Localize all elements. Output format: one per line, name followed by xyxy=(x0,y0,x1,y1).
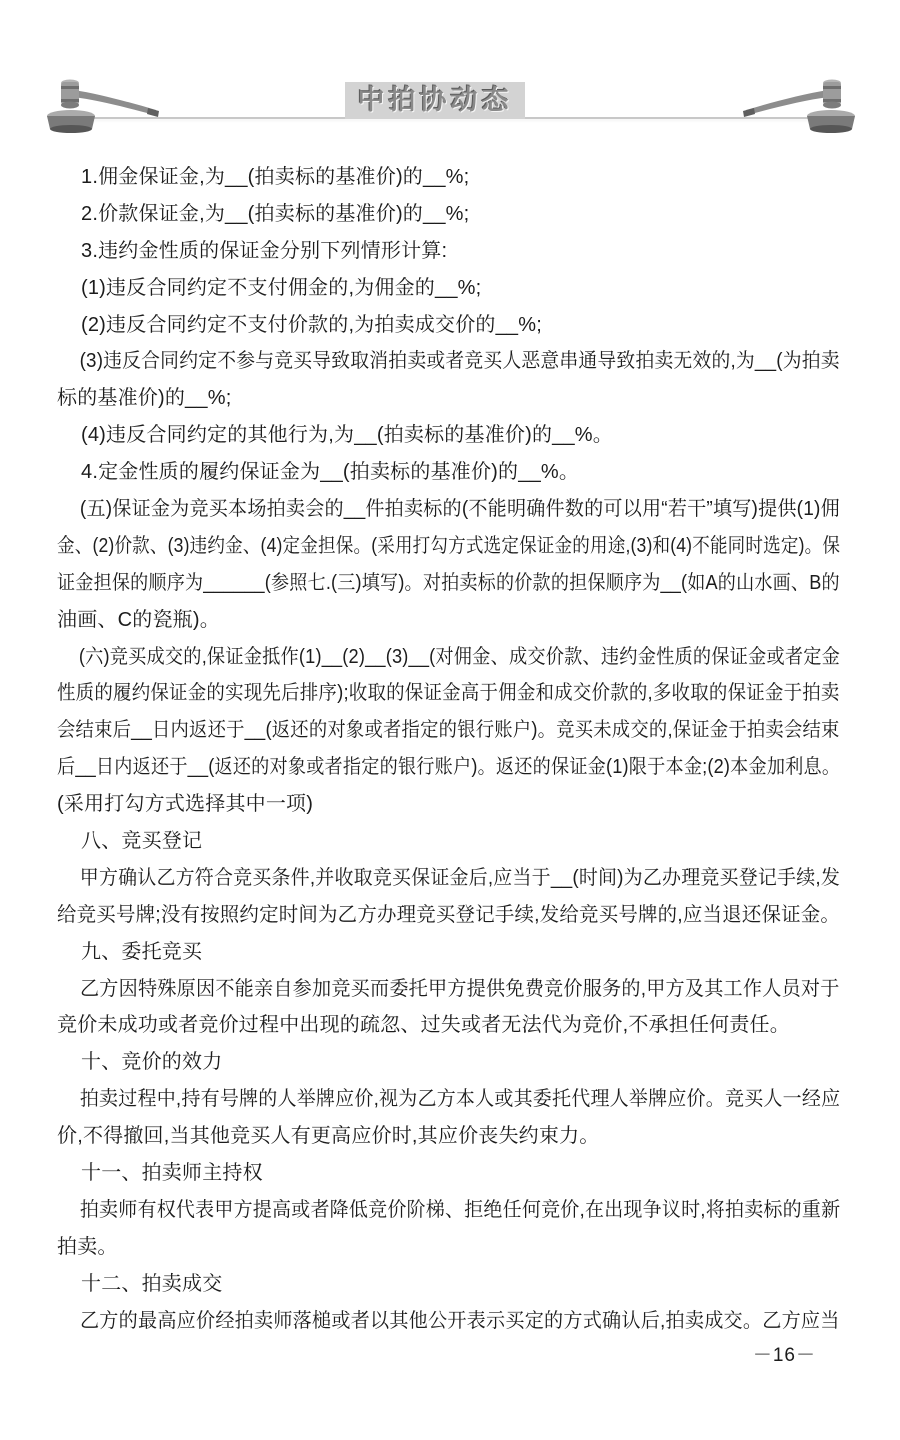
text-line: 油画、C的瓷瓶)。 xyxy=(57,608,220,631)
text-line: 乙方因特殊原因不能亲自参加竞买而委托甲方提供免费竞价服务的,甲方及其工作人员对于 xyxy=(79,977,840,1000)
page-number: －16－ xyxy=(752,1345,816,1366)
text-line: 证金担保的顺序为______(参照七.(三)填写)。对拍卖标的价款的担保顺序为__(如A的山水画、B的 xyxy=(57,571,840,594)
text-line: 3.违约金性质的保证金分别下列情形计算: xyxy=(81,239,448,262)
text-line: 后__日内返还于__(返还的对象或者指定的银行账户)。返还的保证金(1)限于本金;(2)本金加利息。 xyxy=(57,756,841,779)
gavel-icon xyxy=(736,76,858,136)
text-line: (五)保证金为竞买本场拍卖会的__件拍卖标的(不能明确件数的可以用“若干”填写)提供(1)佣 xyxy=(79,498,840,521)
gavel-icon xyxy=(44,76,166,136)
text-line: 十、竞价的效力 xyxy=(81,1051,223,1074)
text-line: (采用打勾方式选择其中一项) xyxy=(57,793,314,816)
text-line: 1.佣金保证金,为__(拍卖标的基准价)的__%; xyxy=(81,166,470,188)
text-line: (2)违反合同约定不支付价款的,为拍卖成交价的__%; xyxy=(81,313,542,336)
text-line: 拍卖过程中,持有号牌的人举牌应价,视为乙方本人或其委托代理人举牌应价。竞买人一经应 xyxy=(79,1088,841,1111)
text-line: 拍卖师有权代表甲方提高或者降低竞价阶梯、拒绝任何竞价,在出现争议时,将拍卖标的重新 xyxy=(79,1198,841,1221)
text-line: 竞价未成功或者竞价过程中出现的疏忽、过失或者无法代为竞价,不承担任何责任。 xyxy=(57,1014,790,1037)
text-line: (1)违反合同约定不支付佣金的,为佣金的__%; xyxy=(81,276,482,299)
text-line: 给竞买号牌;没有按照约定时间为乙方办理竞买登记手续,发给竞买号牌的,应当退还保证金。 xyxy=(57,903,841,926)
text-line: 标的基准价)的__%; xyxy=(57,387,232,410)
text-line: 九、委托竞买 xyxy=(81,940,203,963)
document-body xyxy=(57,159,840,1340)
text-line: 性质的履约保证金的实现先后排序);收取的保证金高于佣金和成交价款的,多收取的保证金于拍卖 xyxy=(57,682,840,705)
text-line: 甲方确认乙方符合竞买条件,并收取竞买保证金后,应当于__(时间)为乙办理竞买登记手续,发 xyxy=(79,866,841,889)
text-line: (六)竞买成交的,保证金抵作(1)__(2)__(3)__(对佣金、成交价款、违约金性质的保证金或者定金 xyxy=(78,645,841,668)
text-line: (3)违反合同约定不参与竞买导致取消拍卖或者竞买人恶意串通导致拍卖无效的,为__(为拍卖 xyxy=(79,350,840,373)
text-line: 价,不得撤回,当其他竞买人有更高应价时,其应价丧失约束力。 xyxy=(57,1125,600,1148)
text-line: 金、(2)价款、(3)违约金、(4)定金担保。(采用打勾方式选定保证金的用途,(3)和(4)不能同时选定)。保 xyxy=(57,534,841,557)
text-line: 十一、拍卖师主持权 xyxy=(81,1162,263,1185)
text-line: 乙方的最高应价经拍卖师落槌或者以其他公开表示买定的方式确认后,拍卖成交。乙方应当 xyxy=(79,1309,840,1332)
text-line: 十二、拍卖成交 xyxy=(81,1272,223,1295)
text-line: 会结束后__日内返还于__(返还的对象或者指定的银行账户)。竞买未成交的,保证金于拍卖会结束 xyxy=(57,719,840,742)
page-title: 中拍协动态 xyxy=(345,82,525,119)
text-line: 4.定金性质的履约保证金为__(拍卖标的基准价)的__%。 xyxy=(81,461,580,484)
text-line: 2.价款保证金,为__(拍卖标的基准价)的__%; xyxy=(81,202,470,225)
text-line: 拍卖。 xyxy=(57,1235,118,1258)
text-line: 八、竞买登记 xyxy=(81,830,203,853)
text-line: (4)违反合同约定的其他行为,为__(拍卖标的基准价)的__%。 xyxy=(81,424,613,447)
